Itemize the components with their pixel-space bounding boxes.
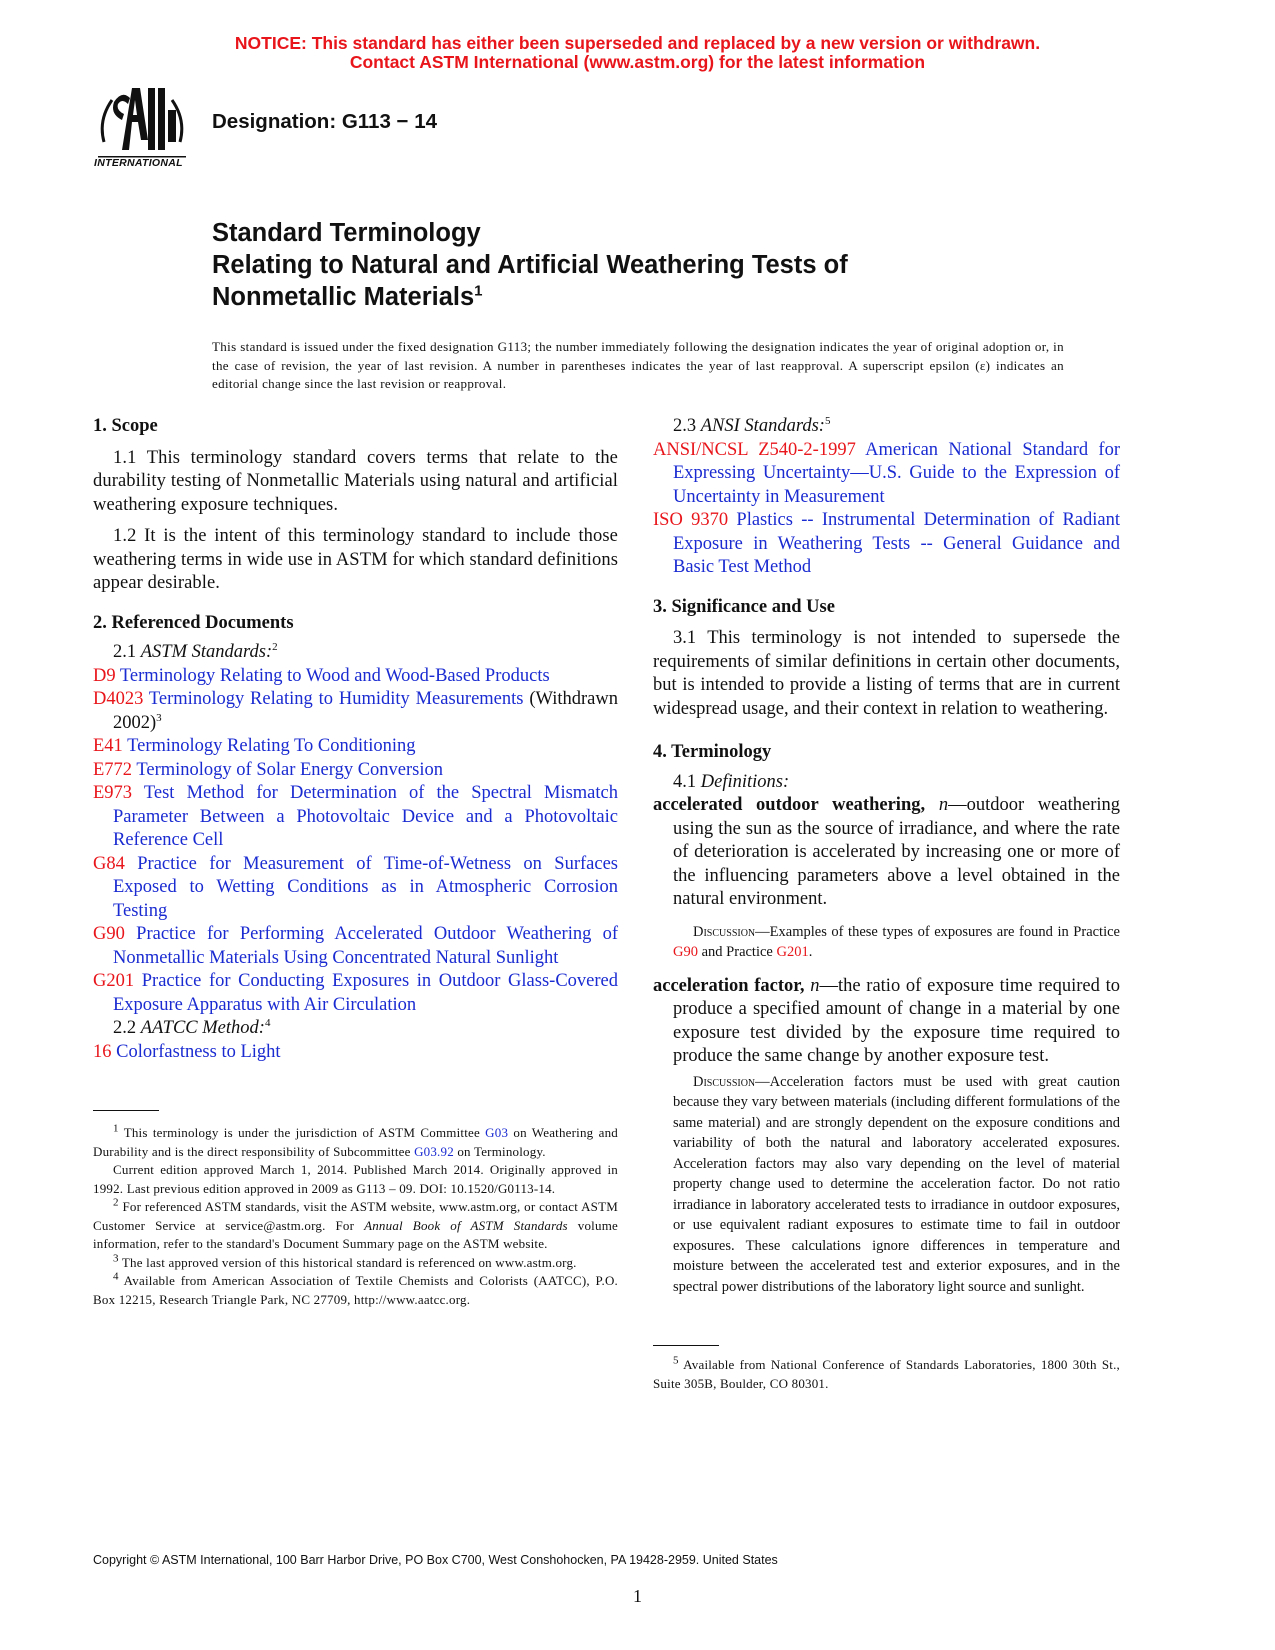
ref-e41 bbox=[93, 735, 618, 759]
fn2-b: volume information, refer to the standard's Document Summary page on the ASTM website. bbox=[93, 1217, 618, 1251]
term2-disc-label: Discussion bbox=[693, 1073, 756, 1090]
significance-p1: 3.1 This terminology is not intended to supersede the requirements of similar definitions in certain other documents, but is intended to provide a listing of terms that are in current widespread usage, and their context in relation to weathering. bbox=[653, 628, 1120, 719]
referenced-heading: 2. Referenced Documents bbox=[93, 612, 294, 633]
ref-16-title[interactable]: Colorfastness to Light bbox=[116, 1041, 281, 1062]
footnote-5 bbox=[653, 1356, 1120, 1393]
footnotes-right bbox=[653, 1356, 1120, 1393]
aatcc-mark: 4 bbox=[264, 1016, 271, 1029]
ref-d4023-code[interactable]: D4023 bbox=[93, 689, 144, 709]
term1-pos: n bbox=[938, 795, 949, 815]
ansi-num: 2.3 bbox=[673, 416, 701, 436]
fn5-mark: 5 bbox=[673, 1354, 679, 1367]
fn1-link-g03[interactable]: G03 bbox=[485, 1125, 509, 1140]
term2-pos: n bbox=[810, 975, 820, 996]
ansi-label bbox=[653, 415, 1120, 439]
footnote-1-p2: Current edition approved March 1, 2014. Published March 2014. Originally approved in 1992. Last previous edition approved in 2009 as G113 – 09. DOI: 10.1520/G0113-14. bbox=[93, 1162, 618, 1196]
title-line-1: Standard Terminology bbox=[212, 219, 481, 247]
term2-discussion bbox=[653, 1072, 1120, 1298]
term1-def: —outdoor weathering using the sun as the source of irradiance, and where the rate of deterioration is accelerated by increasing one or more of the influencing parameters above a level obtained in the natural environment. bbox=[673, 795, 1120, 909]
ref-e772 bbox=[93, 759, 618, 783]
ref-d4023-note: (Withdrawn 2002) bbox=[113, 689, 618, 733]
fn1-link-g0392[interactable]: G03.92 bbox=[414, 1143, 454, 1159]
term1-disc-b: and Practice bbox=[697, 944, 777, 960]
ref-e41-code[interactable]: E41 bbox=[93, 736, 123, 756]
ref-d9-title[interactable]: Terminology Relating to Wood and Wood-Based Products bbox=[119, 665, 550, 686]
fn5-text: Available from National Conference of Standards Laboratories, 1800 30th St., Suite 305B, Boulder, CO 80301. bbox=[653, 1357, 1120, 1391]
ref-d4023 bbox=[93, 688, 618, 735]
copyright: Copyright © ASTM International, 100 Barr Harbor Drive, PO Box C700, West Conshohocken, PA 19428-2959. United States bbox=[93, 1553, 778, 1567]
ref-d4023-mark: 3 bbox=[156, 711, 162, 724]
ref-e973-code[interactable]: E973 bbox=[93, 783, 133, 803]
right-column bbox=[653, 415, 1120, 1297]
significance-heading: 3. Significance and Use bbox=[653, 596, 835, 617]
term2-disc-text: —Acceleration factors must be used with great caution because they vary between materials (including different formulations of the same material) and are strongly dependent on the exposure conditions and variability of both the natural and laboratory accelerated exposures. Acceleration factors may also vary depending on the level of material property change used to determine the acceleration factor. Do not ratio irradiance in laboratory accelerated tests to irradiance in outdoor exposures, or use equivalent radiant exposures to estimate time to fail in outdoor exposures. These calculations ignore differences in temperature and moisture between the accelerated test and exterior exposures, and in the spectral power distributions of the laboratory light source and sunlight. bbox=[673, 1073, 1120, 1295]
term1-disc-label: Discussion bbox=[693, 923, 756, 940]
definitions-label bbox=[653, 771, 1120, 795]
ref-iso-code[interactable]: ISO 9370 bbox=[653, 510, 729, 530]
notice-line-1: NOTICE: This standard has either been superseded and replaced by a new version or withdrawn. bbox=[234, 33, 1041, 53]
scope-heading: 1. Scope bbox=[93, 416, 158, 436]
aatcc-text: AATCC Method: bbox=[140, 1018, 265, 1038]
footnote-3 bbox=[93, 1254, 618, 1273]
term-accelerated-outdoor-weathering bbox=[653, 794, 1120, 912]
aatcc-label bbox=[93, 1017, 618, 1041]
ref-16-code[interactable]: 16 bbox=[93, 1041, 112, 1062]
fn1-b: on Weathering and Durability and is the direct responsibility of Subcommittee bbox=[93, 1125, 618, 1159]
term1-link-g201[interactable]: G201 bbox=[776, 944, 809, 960]
ref-ansi-code[interactable]: ANSI/NCSL Z540-2-1997 bbox=[653, 439, 856, 460]
ref-d9 bbox=[93, 665, 618, 689]
notice-line-2: Contact ASTM International (www.astm.org) for the latest information bbox=[349, 52, 926, 72]
scope-p1: 1.1 This terminology standard covers terms that relate to the durability testing of Nonmetallic Materials using natural and artificial weathering exposure techniques. bbox=[93, 447, 618, 515]
ansi-mark: 5 bbox=[824, 414, 831, 427]
ansi-text: ANSI Standards: bbox=[700, 416, 825, 436]
fn2-italic: Annual Book of ASTM Standards bbox=[364, 1217, 568, 1233]
aatcc-num: 2.2 bbox=[113, 1018, 141, 1038]
fn1-mark: 1 bbox=[113, 1122, 119, 1135]
ref-e41-title[interactable]: Terminology Relating To Conditioning bbox=[127, 736, 416, 756]
footnote-4 bbox=[93, 1272, 618, 1309]
ref-g90-title[interactable]: Practice for Performing Accelerated Outdoor Weathering of Nonmetallic Materials Using Concentrated Natural Sunlight bbox=[113, 924, 619, 968]
ref-g84-code[interactable]: G84 bbox=[93, 853, 125, 874]
ref-g90-code[interactable]: G90 bbox=[93, 924, 125, 944]
fn2-mark: 2 bbox=[113, 1196, 119, 1209]
footnotes-left bbox=[93, 1124, 618, 1309]
astm-standards-num: 2.1 bbox=[113, 642, 141, 662]
footnote-1 bbox=[93, 1124, 618, 1161]
term1-link-g90[interactable]: G90 bbox=[673, 944, 698, 960]
term1-disc-a: —Examples of these types of exposures are found in Practice bbox=[755, 923, 1120, 940]
ref-ansi-title[interactable]: American National Standard for Expressing Uncertainty—U.S. Guide to the Expression of Uncertainty in Measurement bbox=[673, 439, 1120, 507]
astm-standards-label bbox=[93, 641, 618, 665]
ref-g201-title[interactable]: Practice for Conducting Exposures in Outdoor Glass-Covered Exposure Apparatus with Air Circulation bbox=[113, 971, 619, 1015]
astm-standards-mark: 2 bbox=[272, 640, 278, 653]
term2-def: —the ratio of exposure time required to produce a specified amount of change in a material by one exposure test divided by the exposure time required to produce the same change by another exposure test. bbox=[673, 975, 1120, 1066]
ref-iso bbox=[653, 509, 1120, 580]
withdrawal-notice bbox=[0, 34, 1275, 72]
designation: Designation: G113 − 14 bbox=[212, 110, 438, 133]
fn1-c: on Terminology. bbox=[453, 1143, 546, 1159]
ref-d4023-title[interactable]: Terminology Relating to Humidity Measurements bbox=[148, 689, 524, 709]
definitions-text: Definitions: bbox=[700, 771, 790, 792]
ref-g201 bbox=[93, 970, 618, 1017]
ref-d9-code[interactable]: D9 bbox=[93, 665, 116, 686]
footnote-rule-right bbox=[653, 1345, 719, 1346]
logo-international: INTERNATIONAL bbox=[94, 157, 183, 169]
ref-e772-code[interactable]: E772 bbox=[93, 759, 133, 780]
term1-disc-c: . bbox=[808, 944, 813, 960]
fn3-text: The last approved version of this historical standard is referenced on www.astm.org. bbox=[118, 1254, 577, 1270]
ref-g84-title[interactable]: Practice for Measurement of Time-of-Wetness on Surfaces Exposed to Wetting Conditions as in Atmospheric Corrosion Testing bbox=[113, 853, 618, 921]
ref-iso-title[interactable]: Plastics -- Instrumental Determination of Radiant Exposure in Weathering Tests -- General Guidance and Basic Test Method bbox=[673, 510, 1121, 577]
preamble: This standard is issued under the fixed designation G113; the number immediately following the designation indicates the year of original adoption or, in the case of revision, the year of last revision. A number in parentheses indicates the year of last reapproval. A superscript epsilon (ε) indicates an editorial change since the last revision or reapproval. bbox=[212, 339, 1064, 391]
ref-e973 bbox=[93, 782, 618, 853]
term1-discussion bbox=[653, 922, 1120, 963]
title-footnote-mark: 1 bbox=[474, 282, 483, 300]
title-line-2: Relating to Natural and Artificial Weathering Tests of bbox=[212, 251, 848, 279]
ref-16 bbox=[93, 1041, 618, 1065]
ref-e772-title[interactable]: Terminology of Solar Energy Conversion bbox=[136, 759, 444, 780]
term1-term: accelerated outdoor weathering, bbox=[653, 795, 926, 815]
definitions-num: 4.1 bbox=[673, 771, 701, 792]
fn4-text: Available from American Association of Textile Chemists and Colorists (AATCC), P.O. Box 12215, Research Triangle Park, NC 27709, http://www.aatcc.org. bbox=[93, 1273, 618, 1307]
title-line-3-text: Nonmetallic Materials bbox=[212, 283, 475, 311]
astm-standards-text: ASTM Standards: bbox=[140, 642, 273, 662]
title-line-3 bbox=[212, 281, 1112, 313]
document-title bbox=[212, 217, 1112, 313]
footnote-rule-left bbox=[93, 1110, 159, 1111]
page-number: 1 bbox=[633, 1586, 642, 1606]
terminology-heading: 4. Terminology bbox=[653, 742, 772, 762]
scope-p2: 1.2 It is the intent of this terminology standard to include those weathering terms in wide use in ASTM for which standard definitions appear desirable. bbox=[93, 526, 618, 593]
footnote-2 bbox=[93, 1198, 618, 1254]
fn2-a: For referenced ASTM standards, visit the ASTM website, www.astm.org, or contact ASTM Customer Service at service@astm.org. For bbox=[93, 1199, 618, 1233]
fn1-a: This terminology is under the jurisdiction of ASTM Committee bbox=[118, 1125, 486, 1140]
term2-term: acceleration factor, bbox=[653, 975, 805, 996]
ref-g90 bbox=[93, 923, 618, 970]
ref-ansi bbox=[653, 439, 1120, 510]
astm-logo bbox=[92, 80, 192, 172]
left-column bbox=[93, 415, 618, 1064]
ref-e973-title[interactable]: Test Method for Determination of the Spectral Mismatch Parameter Between a Photovoltaic Device and a Photovoltaic Reference Cell bbox=[113, 783, 618, 850]
ref-g84 bbox=[93, 853, 618, 924]
ref-g201-code[interactable]: G201 bbox=[93, 971, 135, 991]
fn4-mark: 4 bbox=[113, 1270, 119, 1283]
term-acceleration-factor bbox=[653, 975, 1120, 1069]
fn3-mark: 3 bbox=[113, 1252, 119, 1265]
